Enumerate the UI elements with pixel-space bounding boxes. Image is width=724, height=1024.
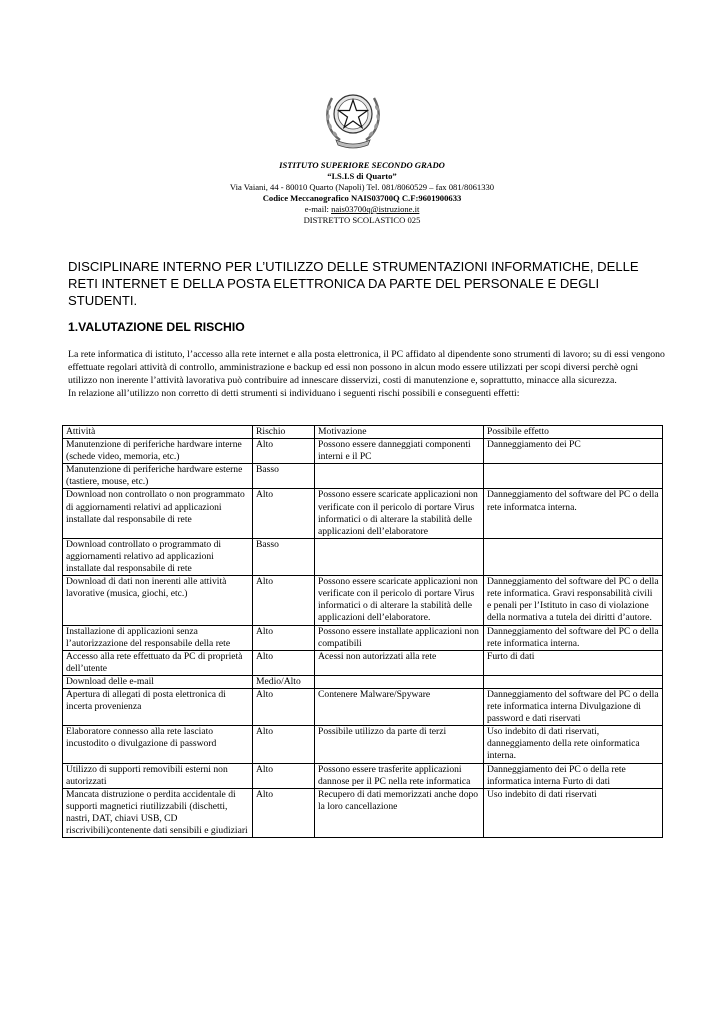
risk-level-cell: Medio/Alto — [253, 675, 315, 688]
motivation-cell: Possono essere scaricate applicazioni non verificate con il pericolo di portare Virus informatici o di alterare la stabilità delle applicazioni dell’elaboratore. — [315, 576, 484, 625]
motivation-cell: Acessi non autorizzati alla rete — [315, 650, 484, 675]
risk-level-cell: Alto — [253, 650, 315, 675]
effect-cell — [484, 538, 663, 575]
motivation-cell: Possono essere trasferite applicazioni dannose per il PC nella rete informatica — [315, 763, 484, 788]
risk-level-cell: Alto — [253, 688, 315, 725]
motivation-cell: Possono essere scaricate applicazioni non verificate con il pericolo di portare Virus informatici o di alterare la stabilità delle applicazioni dell’elaboratore — [315, 489, 484, 538]
institution-name: “I.S.I.S di Quarto” — [327, 171, 397, 181]
institution-district: DISTRETTO SCOLASTICO 025 — [303, 215, 421, 225]
effect-cell — [484, 464, 663, 489]
section-heading: 1.VALUTAZIONE DEL RISCHIO — [68, 320, 245, 334]
table-row — [63, 788, 663, 837]
risk-level-cell: Alto — [253, 763, 315, 788]
risk-level-cell: Alto — [253, 726, 315, 763]
activity-cell: Download controllato o programmato di aggiornamenti relativo ad applicazioni installate dal responsabile di rete — [63, 538, 253, 575]
email-link[interactable]: nais03700q@istruzione.it — [331, 204, 420, 214]
motivation-cell — [315, 538, 484, 575]
activity-cell: Download non controllato o non programmato di aggiornamenti relativi ad applicazioni installate dal responsabile di rete — [63, 489, 253, 538]
table-row — [63, 439, 663, 464]
email-label: e-mail: — [304, 204, 332, 214]
activity-cell: Manutenzione di periferiche hardware esterne (tastiere, mouse, etc.) — [63, 464, 253, 489]
motivation-cell: Possono essere danneggiati componenti interni e il PC — [315, 439, 484, 464]
table-row — [63, 625, 663, 650]
activity-cell: Mancata distruzione o perdita accidentale di supporti magnetici riutilizzabili (dischetti, nastri, DAT, chiavi USB, CD riscrivibili)contenente dati sensibili e giudiziari — [63, 788, 253, 837]
effect-cell: Uso indebito di dati riservati — [484, 788, 663, 837]
institution-address: Via Vaiani, 44 - 80010 Quarto (Napoli) Tel. 081/8060529 – fax 081/8061330 — [229, 182, 495, 192]
risk-level-cell: Alto — [253, 489, 315, 538]
risk-level-cell: Alto — [253, 788, 315, 837]
motivation-cell — [315, 675, 484, 688]
activity-cell: Manutenzione di periferiche hardware interne (schede video, memoria, etc.) — [63, 439, 253, 464]
activity-cell: Download delle e-mail — [63, 675, 253, 688]
motivation-cell: Recupero di dati memorizzati anche dopo la loro cancellazione — [315, 788, 484, 837]
activity-cell: Elaboratore connesso alla rete lasciato incustodito o divulgazione di password — [63, 726, 253, 763]
effect-cell: Danneggiamento del software del PC o della rete informatca interna. — [484, 489, 663, 538]
risk-level-cell: Basso — [253, 538, 315, 575]
table-row — [63, 763, 663, 788]
institution-header — [0, 160, 724, 226]
intro-paragraph: In relazione all’utilizzo non corretto di detti strumenti si individuano i seguenti rischi possibili e conseguenti effetti: — [68, 387, 520, 399]
risk-level-cell: Basso — [253, 464, 315, 489]
table-row — [63, 688, 663, 725]
column-header: Possibile effetto — [484, 426, 663, 439]
motivation-cell: Possibile utilizzo da parte di terzi — [315, 726, 484, 763]
table-row — [63, 675, 663, 688]
table-row — [63, 464, 663, 489]
risk-level-cell: Alto — [253, 576, 315, 625]
risk-level-cell: Alto — [253, 439, 315, 464]
motivation-cell — [315, 464, 484, 489]
effect-cell: Danneggiamento dei PC — [484, 439, 663, 464]
table-header-row — [63, 426, 663, 439]
institution-codes: Codice Meccanografico NAIS03700Q C.F:9601900633 — [262, 193, 462, 203]
activity-cell: Apertura di allegati di posta elettronica di incerta provenienza — [63, 688, 253, 725]
activity-cell: Utilizzo di supporti removibili esterni non autorizzati — [63, 763, 253, 788]
column-header: Attività — [63, 426, 253, 439]
table-row — [63, 726, 663, 763]
activity-cell: Installazione di applicazioni senza l’autorizzazione del responsabile della rete — [63, 625, 253, 650]
effect-cell: Danneggiamento del software del PC o della rete informatica. Gravi responsabilità civili e penali per l’Istituto in caso di violazione della normativa a tutela dei diritti d’autore. — [484, 576, 663, 625]
table-row — [63, 576, 663, 625]
effect-cell — [484, 675, 663, 688]
institution-email-line — [0, 204, 724, 215]
intro-text — [68, 349, 668, 401]
activity-cell: Download di dati non inerenti alle attività lavorative (musica, giochi, etc.) — [63, 576, 253, 625]
intro-paragraph: La rete informatica di istituto, l’accesso alla rete internet e alla posta elettronica, il PC affidato al dipendente sono strumenti di lavoro; su di essi vengono effettuate regolari attività di controllo, amministrazione e backup ed essi non possono in alcun modo essere utilizzati per scopi diversi perchè ogni utilizzo non inerente l’attività lavorativa può contribuire ad innescare disservizi, costi di manutenzione e, soprattutto, minacce alla sicurezza. — [68, 349, 665, 386]
document-title: DISCIPLINARE INTERNO PER L’UTILIZZO DELLE STRUMENTAZIONI INFORMATICHE, DELLE RETI INTERNET E DELLA POSTA ELETTRONICA DA PARTE DEL PERSONALE E DEGLI STUDENTI. — [68, 259, 639, 308]
motivation-cell: Contenere Malware/Spyware — [315, 688, 484, 725]
institution-type: ISTITUTO SUPERIORE SECONDO GRADO — [279, 160, 445, 170]
table-row — [63, 538, 663, 575]
emblem-icon — [322, 84, 384, 150]
effect-cell: Uso indebito di dati riservati, danneggiamento della rete oinformatica interna. — [484, 726, 663, 763]
column-header: Rischio — [253, 426, 315, 439]
table-row — [63, 489, 663, 538]
column-header: Motivazione — [315, 426, 484, 439]
activity-cell: Accesso alla rete effettuato da PC di proprietà dell’utente — [63, 650, 253, 675]
effect-cell: Danneggiamento del software del PC o della rete informatica interna. — [484, 625, 663, 650]
risk-table — [62, 425, 663, 838]
table-row — [63, 650, 663, 675]
motivation-cell: Possono essere installate applicazioni non compatibili — [315, 625, 484, 650]
effect-cell: Danneggiamento dei PC o della rete informatica interna Furto di dati — [484, 763, 663, 788]
risk-level-cell: Alto — [253, 625, 315, 650]
effect-cell: Danneggiamento del software del PC o della rete informatica interna Divulgazione di password e dati riservati — [484, 688, 663, 725]
effect-cell: Furto di dati — [484, 650, 663, 675]
